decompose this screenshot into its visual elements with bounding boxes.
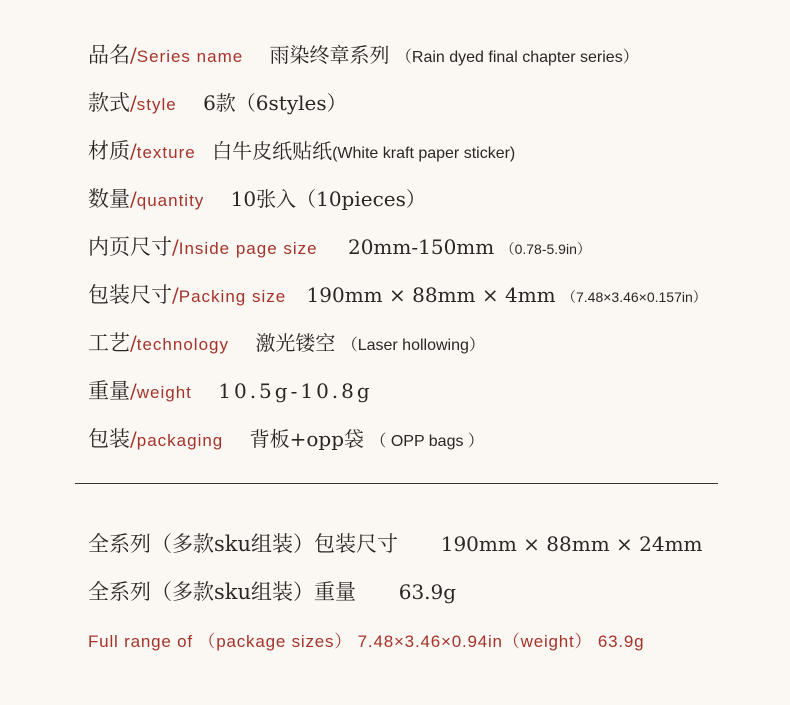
spec-note: （Rain dyed final chapter series）: [395, 49, 639, 66]
spec-label-cn: 款式: [88, 91, 130, 115]
spec-value: 激光镂空: [255, 331, 336, 355]
spec-note: （ OPP bags ）: [370, 433, 484, 450]
spec-value: 6款（6styles）: [203, 91, 347, 115]
spec-label-en: technology: [136, 335, 229, 354]
total-label: 全系列（多款sku组装）包装尺寸: [88, 532, 399, 556]
spec-label-cn: 包装: [88, 427, 130, 451]
spec-label-en: Series name: [136, 47, 244, 66]
spec-label-cn: 品名: [88, 43, 130, 67]
spec-label-en: packaging: [136, 431, 224, 450]
spec-slash: /: [130, 427, 137, 451]
spec-row-weight: [88, 376, 770, 406]
total-value: 190mm × 88mm × 24mm: [440, 532, 703, 556]
spec-label-en: style: [136, 95, 177, 114]
spec-row-packing-size: [88, 280, 770, 310]
spec-slash: /: [130, 331, 137, 355]
spec-label-en: Packing size: [178, 287, 287, 306]
total-weight-row: [88, 577, 770, 607]
spec-value: 10张入（10pieces）: [230, 187, 426, 211]
total-value: 63.9g: [398, 580, 457, 604]
spec-label-cn: 重量: [88, 379, 130, 403]
spec-value: 白牛皮纸贴纸: [212, 139, 333, 163]
spec-row-series-name: [88, 40, 770, 70]
spec-slash: /: [172, 235, 179, 259]
spec-row-packaging: [88, 424, 770, 454]
spec-label-en: Inside page size: [178, 239, 318, 258]
english-summary: Full range of （package sizes） 7.48×3.46×0.94in（weight） 63.9g: [88, 632, 645, 651]
spec-slash: /: [172, 283, 179, 307]
spec-row-quantity: [88, 184, 770, 214]
spec-value: 雨染终章系列: [269, 43, 390, 67]
spec-note: (White kraft paper sticker): [332, 145, 516, 162]
spec-slash: /: [130, 139, 137, 163]
spec-row-inside-page-size: [88, 232, 770, 262]
spec-row-style: [88, 88, 770, 118]
spec-slash: /: [130, 91, 137, 115]
spec-label-en: texture: [136, 143, 196, 162]
spec-note: （7.48×3.46×0.157in）: [562, 289, 707, 305]
spec-label-cn: 数量: [88, 187, 130, 211]
spec-slash: /: [130, 43, 137, 67]
spec-value: 10.5g-10.8g: [218, 379, 373, 403]
spec-row-technology: [88, 328, 770, 358]
spec-value: 背板+opp袋: [249, 427, 365, 451]
spec-label-en: quantity: [136, 191, 205, 210]
spec-row-texture: [88, 136, 770, 166]
spec-label-cn: 内页尺寸: [88, 235, 172, 259]
spec-label-cn: 材质: [88, 139, 130, 163]
spec-slash: /: [130, 187, 137, 211]
spec-value: 20mm-150mm: [347, 235, 495, 259]
spec-label-cn: 工艺: [88, 331, 130, 355]
section-divider: [75, 483, 718, 484]
spec-note: （0.78-5.9in）: [500, 241, 591, 257]
total-packing-size-row: [88, 529, 770, 559]
spec-value: 190mm × 88mm × 4mm: [306, 283, 556, 307]
total-label: 全系列（多款sku组装）重量: [88, 580, 357, 604]
spec-slash: /: [130, 379, 137, 403]
spec-note: （Laser hollowing）: [341, 337, 485, 354]
spec-label-en: weight: [136, 383, 192, 402]
spec-label-cn: 包装尺寸: [88, 283, 172, 307]
